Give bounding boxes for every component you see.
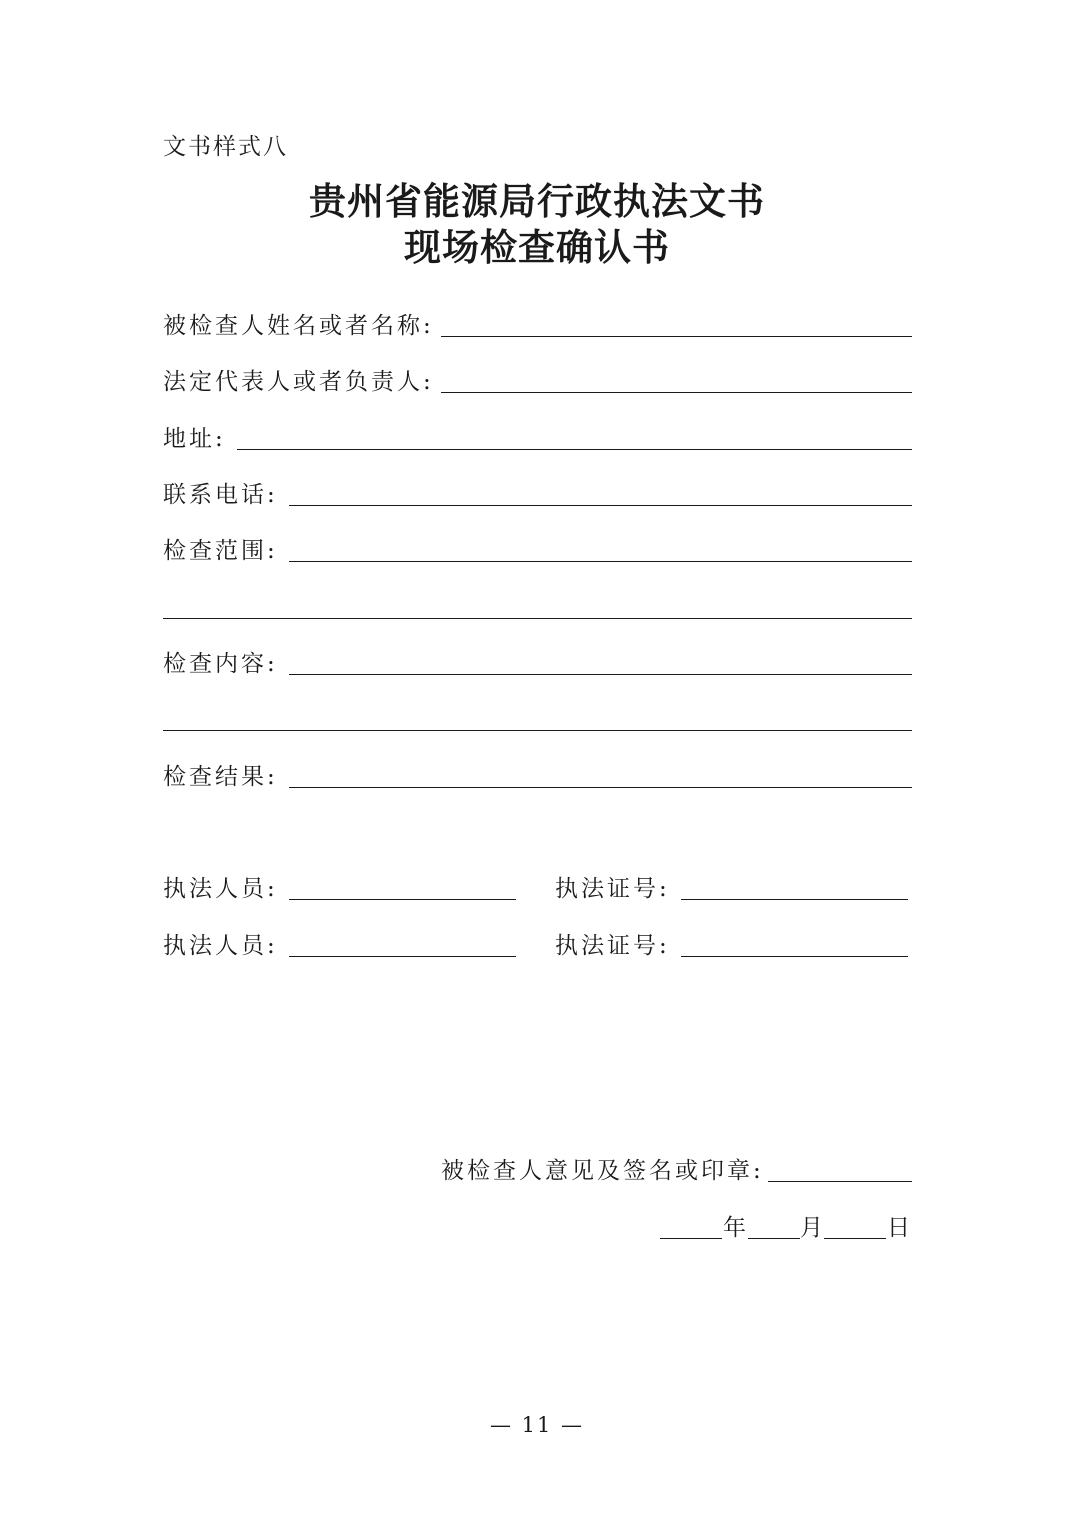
result-label: 检查结果: bbox=[163, 764, 278, 790]
day-field[interactable] bbox=[824, 1238, 886, 1239]
scope-label: 检查范围: bbox=[163, 538, 278, 564]
document-title-line2: 现场检查确认书 bbox=[404, 226, 670, 269]
officer-name-field[interactable] bbox=[289, 956, 516, 957]
officer-label: 执法人员: bbox=[163, 933, 278, 959]
content-field-line2[interactable] bbox=[163, 730, 912, 731]
year-field[interactable] bbox=[660, 1238, 722, 1239]
content-field[interactable] bbox=[289, 674, 912, 675]
scope-field-line2[interactable] bbox=[163, 618, 912, 619]
signature-label: 被检查人意见及签名或印章: bbox=[441, 1158, 764, 1184]
inspectee-name-field[interactable] bbox=[441, 336, 912, 337]
phone-label: 联系电话: bbox=[163, 482, 278, 508]
page-number: — 11 — bbox=[489, 1413, 585, 1437]
month-field[interactable] bbox=[748, 1238, 800, 1239]
address-field[interactable] bbox=[237, 449, 912, 450]
legal-rep-field[interactable] bbox=[441, 392, 912, 393]
scope-field[interactable] bbox=[289, 561, 912, 562]
phone-field[interactable] bbox=[289, 505, 912, 506]
cert-number-label: 执法证号: bbox=[555, 876, 670, 902]
result-field[interactable] bbox=[289, 787, 912, 788]
officer-name-field[interactable] bbox=[289, 899, 516, 900]
document-type-label: 文书样式八 bbox=[163, 134, 288, 160]
year-label: 年 bbox=[723, 1215, 749, 1241]
content-label: 检查内容: bbox=[163, 651, 278, 677]
legal-rep-label: 法定代表人或者负责人: bbox=[163, 369, 434, 395]
inspectee-name-label: 被检查人姓名或者名称: bbox=[163, 313, 434, 339]
day-label: 日 bbox=[887, 1215, 913, 1241]
month-label: 月 bbox=[800, 1215, 826, 1241]
cert-number-field[interactable] bbox=[681, 956, 908, 957]
signature-field[interactable] bbox=[768, 1181, 912, 1182]
document-title-line1: 贵州省能源局行政执法文书 bbox=[309, 180, 765, 223]
cert-number-field[interactable] bbox=[681, 899, 908, 900]
address-label: 地址: bbox=[163, 426, 226, 452]
officer-label: 执法人员: bbox=[163, 876, 278, 902]
cert-number-label: 执法证号: bbox=[555, 933, 670, 959]
